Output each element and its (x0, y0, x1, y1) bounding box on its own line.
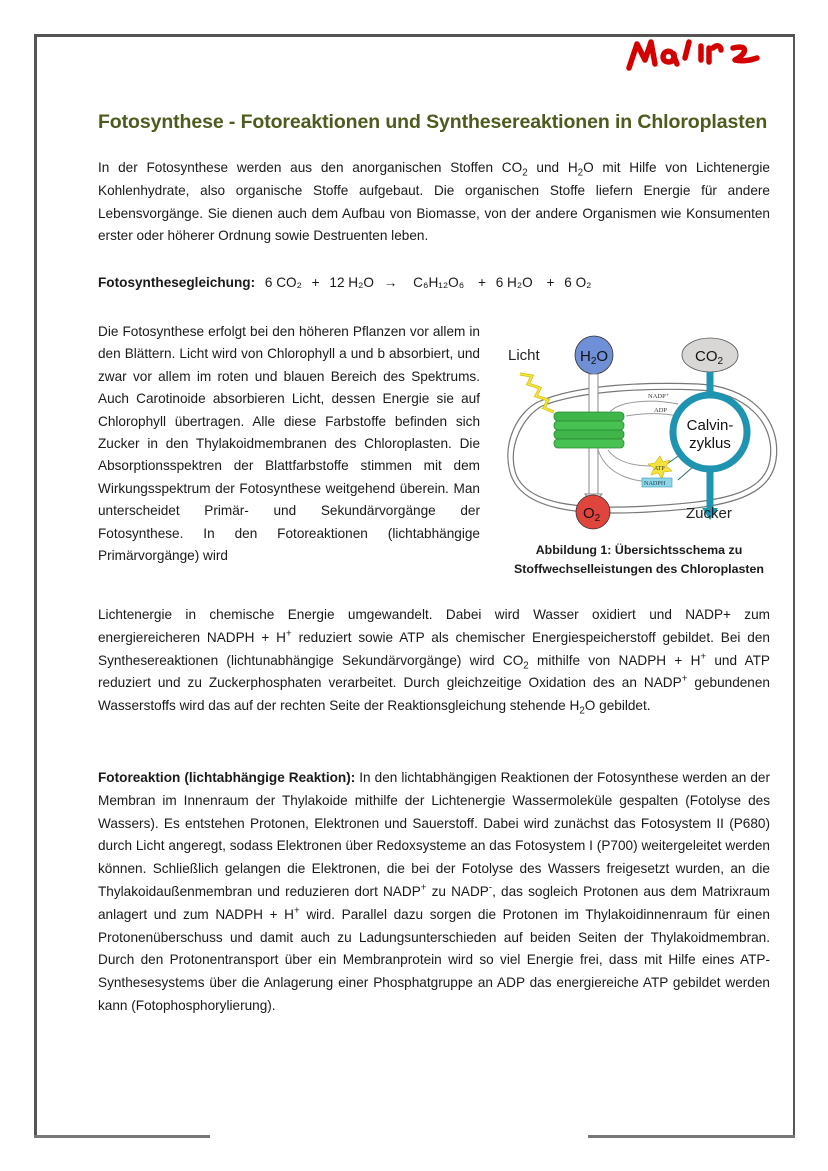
figure-caption (494, 541, 784, 579)
svg-text:Calvin-: Calvin- (686, 417, 734, 434)
equation-reactant: 6 CO₂ (264, 275, 302, 290)
text: mithilfe von NADPH + H (528, 652, 701, 668)
superscript: + (420, 882, 427, 894)
paragraph-left-column: Die Fotosynthese erfolgt bei den höheren Pflanzen vor allem in den Blättern. Licht wird von Chlorophyll a und b absorbiert, und zwar vor allem im roten und blauen Bereich des Spektrums. Auch Carotinoide absorbieren Licht, dessen Energie sie auf Chlorophyll übertragen. Alle diese Farbstoffe befinden sich Zucker in den Thylakoidmembranen des Chloroplasten. Die Absorptionsspektren der Blattfarbstoffe stimmen mit dem Wirkungsspektrum der Fotosynthese weitgehend überein. Man unterscheidet Primär- und Sekundärvorgänge der Fotosynthese. In den Fotoreaktionen (lichtabhängige Primärvorgänge) wird (98, 324, 480, 564)
paragraph-fotoreaktion (98, 767, 770, 1018)
chloroplast-diagram (498, 332, 784, 532)
svg-text:Zucker: Zucker (686, 505, 732, 522)
equation-product: C₆H₁₂O₆ (413, 275, 465, 290)
section-heading: Fotoreaktion (lichtabhängige Reaktion): (98, 770, 356, 785)
text: Lichtenergie in chemische Energie umgewandelt. Dabei wird Wasser oxidiert und NADP+ zum energiereicheren NADPH + H (98, 607, 770, 645)
document-title: Fotosynthese - Fotoreaktionen und Synthesereaktionen in Chloroplasten (98, 111, 768, 133)
equation-plus: + (477, 275, 486, 290)
svg-text:ADP: ADP (654, 407, 668, 414)
svg-text:O2: $O_2$ (583, 505, 601, 524)
svg-text:zyklus: zyklus (689, 435, 731, 452)
text: O gebildet. (584, 698, 651, 714)
svg-text:CO2: $CO_2$ (695, 348, 724, 367)
equation-reactant: 12 H₂O (329, 275, 374, 290)
page-border-bottom-right (588, 1135, 795, 1138)
superscript: + (293, 905, 300, 917)
intro-text: und H (527, 160, 578, 175)
text: zu NADP (426, 883, 489, 899)
caption-line: Abbildung 1: Übersichtsschema zu (535, 543, 743, 557)
equation-plus: + (311, 275, 320, 290)
superscript: + (286, 628, 292, 640)
page-border-bottom-left (34, 1135, 210, 1138)
intro-paragraph (98, 157, 770, 248)
label-light: Licht (508, 347, 540, 364)
equation-product: 6 H₂O (495, 275, 533, 290)
svg-text:NADPH: NADPH (644, 480, 666, 487)
thylakoid-stack (554, 412, 624, 448)
text: und ATP reduziert und zu Zuckerphosphaten verarbeitet. Durch gleichzeitige Oxidation des an NADP (98, 652, 771, 691)
text: , das sogleich Protonen aus dem Matrixraum anlagert und zum NADPH + H (98, 883, 770, 922)
reaction-arrow-icon: → (383, 275, 398, 290)
page-border-left (34, 34, 37, 1138)
text: gebundenen Wasserstoffs wird das auf der rechten Seite der Reaktionsgleichung stehende H (98, 675, 770, 714)
text: wird. Parallel dazu sorgen die Protonen im Thylakoidinnenraum für einen Protonenüberschuss und damit auch zu Ladungsunterschieden auf beiden Seiten der Thylakoidmembran. Durch den Protonentransport über ein Membranprotein wird so viel Energie frei, dass mit Hilfe eines ATP-Synthesesystems über die Anlagerung einer Phosphatgruppe an ADP das energiereiche ATP gebildet werden kann (Fotophosphorylierung). (98, 906, 770, 1013)
svg-text:H2O: $H_2O$ (580, 348, 609, 367)
svg-text:NADP⁺: NADP⁺ (648, 393, 670, 400)
text: reduziert sowie ATP als chemischer Energiespeicherstoff gebildet. Bei den Synthesereaktionen (lichtunabhängige Sekundärvorgänge) wird CO (98, 629, 770, 668)
subscript: 2 (522, 167, 528, 179)
intro-text: In der Fotosynthese werden aus den anorganischen Stoffen CO (98, 160, 523, 175)
subscript: 2 (577, 167, 584, 179)
paragraph-continued (98, 604, 770, 718)
caption-line: Stoffwechselleistungen des Chloroplasten (514, 562, 764, 576)
text: In den lichtabhängigen Reaktionen der Fotosynthese werden an der Membran im Innenraum der Thylakoide mithilfe der Lichtenergie Wassermoleküle gespalten (Fotolyse des Wassers). Es entstehen Protonen, Elektronen und Sauerstoff. Dabei wird zunächst das Fotosystem II (P680) durch Licht angeregt, sodass Elektronen über Redoxsysteme an das Fotosystem I (P700) weitergeleitet werden können. Schließlich gelangen die Elektronen, die bei der Fotolyse des Wassers freigesetzt wurden, an die Thylakoidaußenmembran und reduzieren dort NADP (98, 770, 771, 899)
svg-text:ATP: ATP (654, 466, 665, 472)
equation-plus: + (546, 275, 555, 290)
handwritten-signature (625, 36, 775, 72)
intro-text: O mit Hilfe von Lichtenergie Kohlenhydrate, also organische Stoffe aufgebaut. Die organischen Stoffe liefern Energie für andere Lebensvorgänge. Sie dienen auch dem Aufbau von Biomasse, von der andere Organismen wie Konsumenten erster oder höherer Ordnung sowie Destruenten leben. (98, 160, 770, 244)
equation-product: 6 O₂ (564, 275, 592, 290)
superscript: + (681, 673, 688, 685)
superscript: - (488, 882, 493, 894)
subscript: 2 (579, 705, 585, 717)
equation-label: Fotosynthesegleichung: (98, 275, 256, 290)
subscript: 2 (523, 660, 529, 672)
page-border-right (793, 34, 795, 1138)
superscript: + (700, 651, 707, 663)
photosynthesis-equation (98, 275, 591, 290)
